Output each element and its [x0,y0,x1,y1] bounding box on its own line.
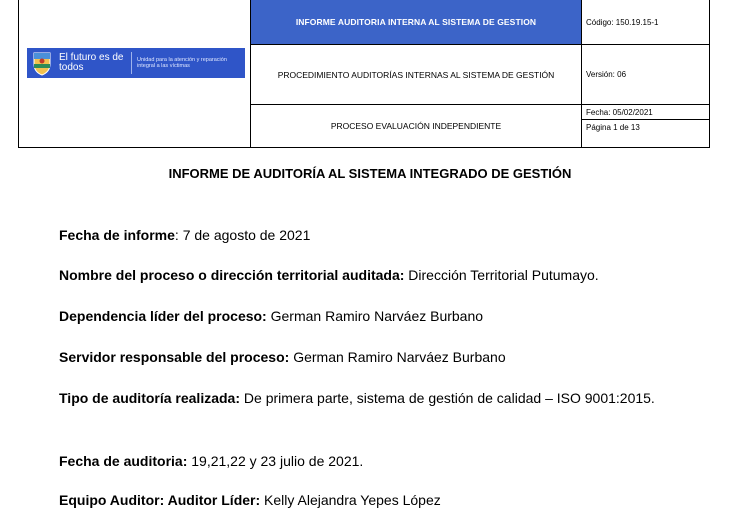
field-separator: : [174,227,183,243]
code-cell: Código: 150.19.15-1 [581,0,710,45]
document-header [18,0,710,148]
field-label: Tipo de auditoría realizada: [59,390,241,406]
field-value: 7 de agosto de 2021 [182,227,311,243]
field-label: Fecha de informe [59,227,175,243]
report-title-cell: INFORME AUDITORIA INTERNA AL SISTEMA DE GESTION [250,0,582,45]
field-label: Nombre del proceso o dirección territorial auditada: [59,267,405,283]
procedure-cell: PROCEDIMIENTO AUDITORÍAS INTERNAS AL SISTEMA DE GESTIÓN [250,44,582,105]
field-audit-team [59,491,659,509]
field-label: Servidor responsable del proceso: [59,349,290,365]
field-audited-process [59,266,659,284]
field-audit-type [59,389,659,407]
field-lead-department [59,307,659,325]
field-value: De primera parte, sistema de gestión de calidad – ISO 9001:2015. [243,390,655,406]
logo-main-text: El futuro es de todos [59,52,124,73]
field-label: Dependencia líder del proceso: [59,308,267,324]
logo-divider [131,52,132,74]
logo-banner [27,48,245,78]
field-report-date [59,226,659,244]
page-cell: Página 1 de 13 [581,119,710,148]
version-cell: Versión: 06 [581,44,710,105]
field-value: Dirección Territorial Putumayo. [408,267,599,283]
field-responsible-officer [59,348,659,366]
field-label: Equipo Auditor: Auditor Líder: [59,492,261,508]
field-value: German Ramiro Narváez Burbano [270,308,484,324]
logo-sub-text: Unidad para la atención y reparación integral a las víctimas [137,57,227,69]
logo-cell [18,0,251,148]
date-cell: Fecha: 05/02/2021 [581,104,710,120]
coat-of-arms-icon [31,50,53,76]
field-value: 19,21,22 y 23 julio de 2021. [191,453,364,469]
field-value: Kelly Alejandra Yepes López [264,492,441,508]
field-audit-date [59,452,659,470]
process-cell: PROCESO EVALUACIÓN INDEPENDIENTE [250,104,582,148]
field-value: German Ramiro Narváez Burbano [293,349,506,365]
field-label: Fecha de auditoria: [59,453,188,469]
document-title: INFORME DE AUDITORÍA AL SISTEMA INTEGRADO DE GESTIÓN [168,166,572,181]
